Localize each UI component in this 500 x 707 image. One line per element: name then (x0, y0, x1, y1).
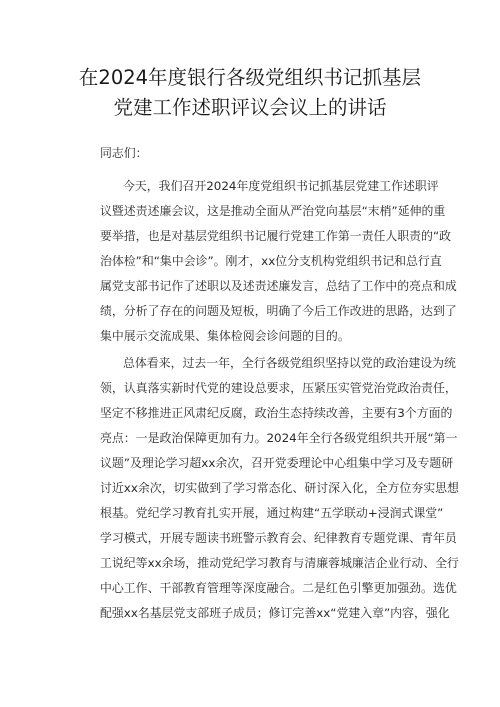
paragraph-1-line: 集中展示交流成果、集体检阅会诊问题的目的。 (100, 329, 350, 343)
paragraph-2-line: 总体看来，过去一年，全行各级党组织坚持以党的政治建设为统 (123, 356, 456, 370)
paragraph-1-line: 治体检”和“集中会诊”。刚才，xx位分支机构党组织书记和总行直 (100, 254, 442, 268)
paragraph-2-line: 配强xx名基层党支部班子成员；修订完善xx“党建入章”内容，强化 (100, 606, 450, 620)
document-title-line-2: 党建工作述职评议会议上的讲话 (113, 96, 387, 119)
paragraph-2-line: 领，认真落实新时代党的建设总要求，压紧压实管党治党政治责任， (100, 381, 457, 395)
document-title-line-1: 在2024年度银行各级党组织书记抓基层 (78, 66, 422, 89)
paragraph-1-line: 属党支部书记作了述职以及述责述廉发言，总结了工作中的亮点和成 (100, 279, 457, 293)
paragraph-2-line: 坚定不移推进正风肃纪反腐，政治生态持续改善，主要有3个方面的 (100, 406, 453, 420)
paragraph-2-line: 亮点：一是政治保障更加有力。2024年全行各级党组织共开展“第一 (100, 431, 458, 445)
paragraph-1-line: 议暨述责述廉会议，这是推动全面从严治党向基层“末梢”延伸的重 (100, 204, 446, 218)
paragraph-1-line: 要举措，也是对基层党组织书记履行党建工作第一责任人职责的“政 (100, 229, 451, 243)
paragraph-2-line: 根基。党纪学习教育扎实开展，通过构建“五学联动+浸润式课堂” (100, 506, 444, 520)
salutation: 同志们： (100, 146, 148, 160)
paragraph-1-line: 今天，我们召开2024年度党组织书记抓基层党建工作述职评 (123, 179, 439, 193)
paragraph-2-line: 讨近xx余次，切实做到了学习常态化、研讨深入化，全方位夯实思想 (100, 481, 459, 495)
paragraph-2-line: 学习模式，开展专题读书班警示教育会、纪律教育专题党课、青年员 (100, 531, 457, 545)
paragraph-2-line: 中心工作、干部教育管理等深度融合。二是红色引擎更加强劲。选优 (100, 581, 457, 595)
paragraph-2-line: 工说纪等xx余场，推动党纪学习教育与清廉蓉城廉洁企业行动、全行 (100, 556, 459, 570)
paragraph-1-line: 绩，分析了存在的问题及短板，明确了今后工作改进的思路，达到了 (100, 304, 457, 318)
paragraph-2-line: 议题”及理论学习超xx余次，召开党委理论中心组集中学习及专题研 (100, 456, 454, 470)
